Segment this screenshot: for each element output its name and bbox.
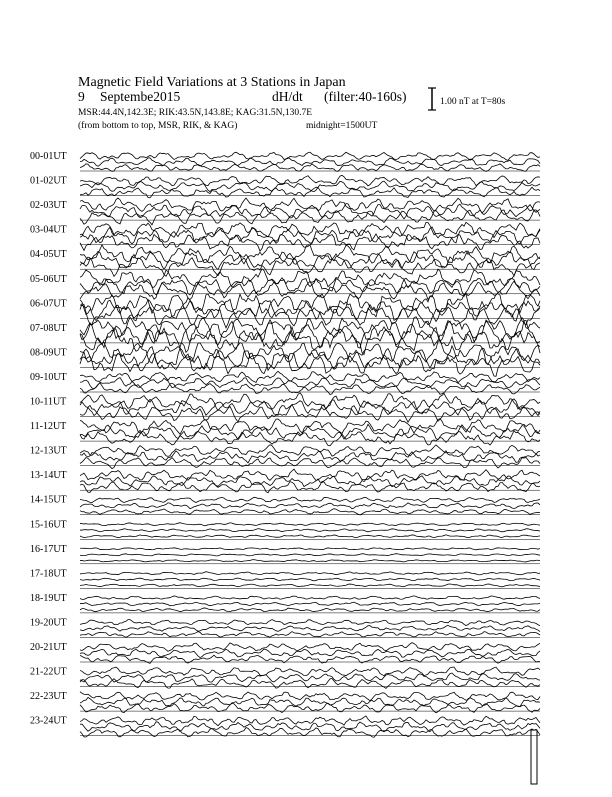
row-label: 08-09UT bbox=[30, 347, 67, 359]
trace-msr bbox=[80, 222, 540, 237]
stations-info: MSR:44.4N,142.3E; RIK:43.5N,143.8E; KAG:31.5N,130.7E bbox=[78, 108, 313, 118]
trace-rik bbox=[80, 503, 540, 509]
row-06-07UT bbox=[30, 294, 540, 328]
trace-rik bbox=[80, 554, 540, 556]
trace-kag bbox=[80, 431, 540, 446]
row-19-20UT bbox=[30, 618, 540, 638]
row-17-18UT bbox=[30, 568, 540, 588]
row-23-24UT bbox=[30, 716, 540, 738]
row-label: 21-22UT bbox=[30, 666, 67, 678]
row-10-11UT bbox=[30, 393, 540, 422]
trace-rik bbox=[80, 529, 540, 532]
trace-kag bbox=[80, 608, 540, 612]
trace-msr bbox=[80, 294, 540, 315]
row-01-02UT bbox=[30, 175, 540, 198]
trace-rik bbox=[80, 158, 540, 167]
trace-rik bbox=[80, 625, 540, 631]
chart-title: Magnetic Field Variations at 3 Stations in Japan bbox=[78, 75, 346, 90]
row-label: 03-04UT bbox=[30, 224, 67, 236]
trace-kag bbox=[80, 210, 540, 225]
row-00-01UT bbox=[30, 151, 540, 171]
trace-kag bbox=[80, 164, 540, 172]
trace-kag bbox=[80, 234, 540, 251]
order-note: (from bottom to top, MSR, RIK, & KAG) bbox=[78, 121, 238, 131]
row-03-04UT bbox=[30, 222, 540, 251]
trace-msr bbox=[80, 620, 540, 626]
row-11-12UT bbox=[30, 419, 540, 446]
trace-msr bbox=[80, 548, 540, 550]
midnight-note: midnight=1500UT bbox=[306, 121, 378, 131]
row-20-21UT bbox=[30, 642, 540, 663]
row-label: 20-21UT bbox=[30, 642, 67, 653]
row-12-13UT bbox=[30, 445, 540, 469]
trace-msr bbox=[80, 469, 540, 480]
row-label: 00-01UT bbox=[30, 151, 67, 162]
row-label: 14-15UT bbox=[30, 494, 67, 506]
trace-msr bbox=[80, 497, 540, 502]
row-label: 02-03UT bbox=[30, 200, 67, 212]
row-label: 16-17UT bbox=[30, 543, 67, 555]
row-22-23UT bbox=[30, 691, 540, 713]
trace-kag bbox=[80, 679, 540, 689]
trace-msr bbox=[80, 596, 540, 600]
trace-kag bbox=[80, 584, 540, 587]
row-label: 05-06UT bbox=[30, 273, 67, 285]
trace-kag bbox=[80, 353, 540, 376]
row-09-10UT bbox=[30, 371, 540, 394]
row-label: 11-12UT bbox=[30, 421, 67, 433]
quantity-label: dH/dt bbox=[272, 89, 303, 104]
trace-rik bbox=[80, 476, 540, 487]
trace-msr bbox=[80, 175, 540, 185]
row-label: 17-18UT bbox=[30, 568, 67, 580]
trace-kag bbox=[80, 535, 540, 538]
row-label: 10-11UT bbox=[30, 396, 67, 408]
date-day: 9 bbox=[78, 89, 85, 104]
trace-rik bbox=[80, 602, 540, 606]
trace-msr bbox=[80, 692, 540, 701]
row-label: 09-10UT bbox=[30, 372, 67, 383]
row-21-22UT bbox=[30, 667, 540, 689]
row-label: 12-13UT bbox=[30, 445, 67, 457]
trace-msr bbox=[80, 572, 540, 575]
trace-msr bbox=[80, 419, 540, 435]
trace-rik bbox=[80, 673, 540, 682]
date-month-year: Septembe2015 bbox=[100, 89, 181, 104]
filter-label: (filter:40-160s) bbox=[324, 89, 407, 104]
row-13-14UT bbox=[30, 469, 540, 493]
trace-msr bbox=[80, 523, 540, 526]
row-label: 04-05UT bbox=[30, 249, 67, 261]
row-traces bbox=[30, 151, 540, 737]
row-18-19UT bbox=[30, 593, 540, 613]
trace-kag bbox=[80, 509, 540, 515]
trace-kag bbox=[80, 632, 540, 638]
row-14-15UT bbox=[30, 495, 540, 515]
row-04-05UT bbox=[30, 245, 540, 277]
trace-msr bbox=[80, 716, 540, 726]
row-label: 13-14UT bbox=[30, 470, 67, 482]
row-02-03UT bbox=[30, 198, 540, 225]
scale-label: 1.00 nT at T=80s bbox=[440, 97, 506, 107]
row-16-17UT bbox=[30, 544, 540, 564]
row-label: 06-07UT bbox=[30, 298, 67, 310]
row-label: 01-02UT bbox=[30, 175, 67, 187]
trace-rik bbox=[80, 227, 540, 244]
trace-kag bbox=[80, 560, 540, 562]
row-label: 18-19UT bbox=[30, 592, 67, 604]
row-label: 22-23UT bbox=[30, 691, 67, 703]
trace-msr bbox=[80, 393, 540, 411]
row-label: 19-20UT bbox=[30, 617, 67, 629]
row-15-16UT bbox=[30, 519, 540, 539]
trace-rik bbox=[80, 697, 540, 706]
scale-bar bbox=[428, 88, 436, 110]
row-08-09UT bbox=[30, 340, 540, 376]
trace-rik bbox=[80, 298, 540, 322]
row-label: 23-24UT bbox=[30, 715, 67, 727]
trace-rik bbox=[80, 181, 540, 192]
trace-msr bbox=[80, 667, 540, 676]
row-label: 15-16UT bbox=[30, 519, 67, 531]
trace-rik bbox=[80, 451, 540, 463]
row-label: 07-08UT bbox=[30, 322, 67, 334]
trace-rik bbox=[80, 578, 540, 581]
trace-kag bbox=[80, 257, 540, 277]
end-marker bbox=[531, 730, 537, 784]
